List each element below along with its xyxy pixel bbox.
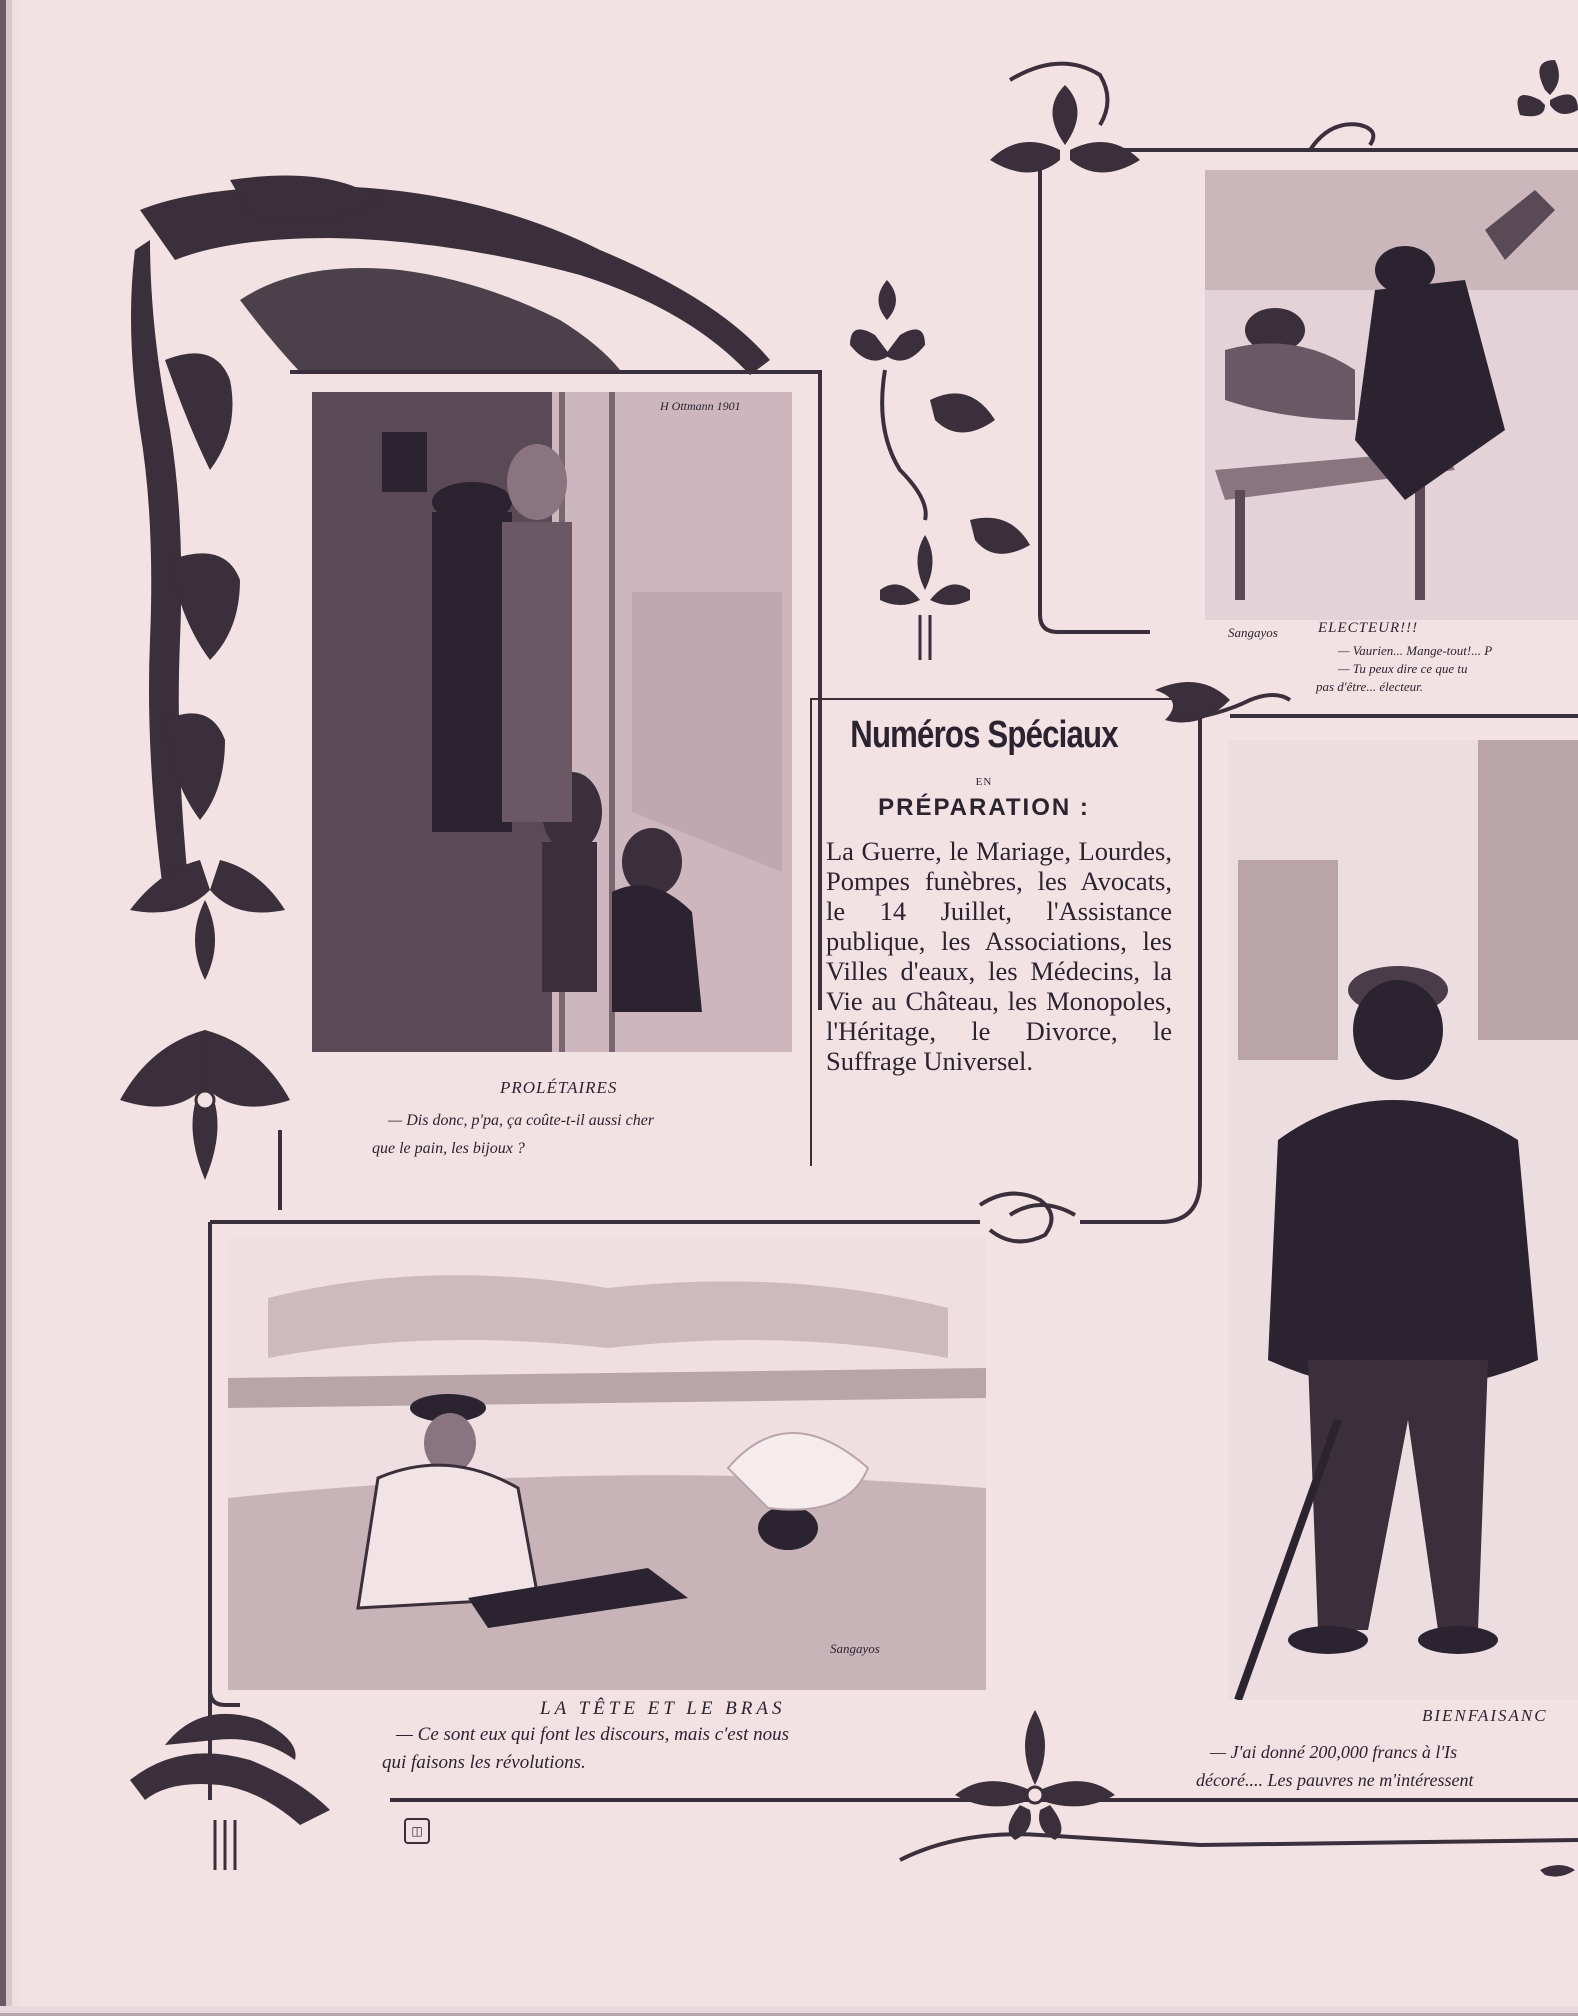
special-issues-heading: Numéros Spéciaux [850, 714, 1118, 756]
proletaires-caption-1: — Dis donc, p'pa, ça coûte-t-il aussi cher [388, 1112, 655, 1129]
tete-bras-signature: Sangayos [830, 1641, 880, 1656]
special-issues-box [810, 698, 1198, 1166]
special-issues-list: La Guerre, le Mariage, Lourdes, Pompes funèbres, les Avocats, le 14 Juillet, l'Assistance publique, les Associations, les Villes d'eaux, les Médecins, la Vie au Château, les Monopoles, l'Héritage, le Divorce, le Suffrage Universel. [826, 836, 1172, 1076]
bienfaisance-caption-1: — J'ai donné 200,000 francs à l'Is [1210, 1742, 1458, 1762]
illustration-tete-bras [228, 1238, 986, 1690]
electeur-caption-3: pas d'être... électeur. [1316, 679, 1423, 694]
electeur-signature: Sangayos [1228, 625, 1278, 640]
tete-bras-title: LA TÊTE ET LE BRAS [540, 1698, 786, 1719]
electeur-title: ELECTEUR!!! [1318, 620, 1419, 636]
illustration-bienfaisance [1228, 740, 1578, 1700]
proletaires-signature: H Ottmann 1901 [660, 399, 741, 413]
tete-bras-caption-1: — Ce sont eux qui font les discours, mais c'est nous [396, 1724, 790, 1745]
illustration-proletaires [312, 392, 792, 1052]
proletaires-caption-2: que le pain, les bijoux ? [372, 1140, 525, 1157]
electeur-caption-2: — Tu peux dire ce que tu [1338, 661, 1468, 676]
tete-bras-caption-2: qui faisons les révolutions. [382, 1752, 586, 1773]
bienfaisance-caption-2: décoré.... Les pauvres ne m'intéressent [1196, 1770, 1474, 1790]
proletaires-title: PROLÉTAIRES [500, 1078, 618, 1097]
special-issues-en: EN [975, 776, 993, 788]
special-issues-subheading: PRÉPARATION : [878, 794, 1090, 821]
printer-mark-icon: ◫ [404, 1818, 430, 1844]
electeur-caption-1: — Vaurien... Mange-tout!... P [1338, 643, 1493, 658]
bienfaisance-title: BIENFAISANC [1422, 1706, 1548, 1725]
illustration-electeur [1205, 170, 1578, 620]
